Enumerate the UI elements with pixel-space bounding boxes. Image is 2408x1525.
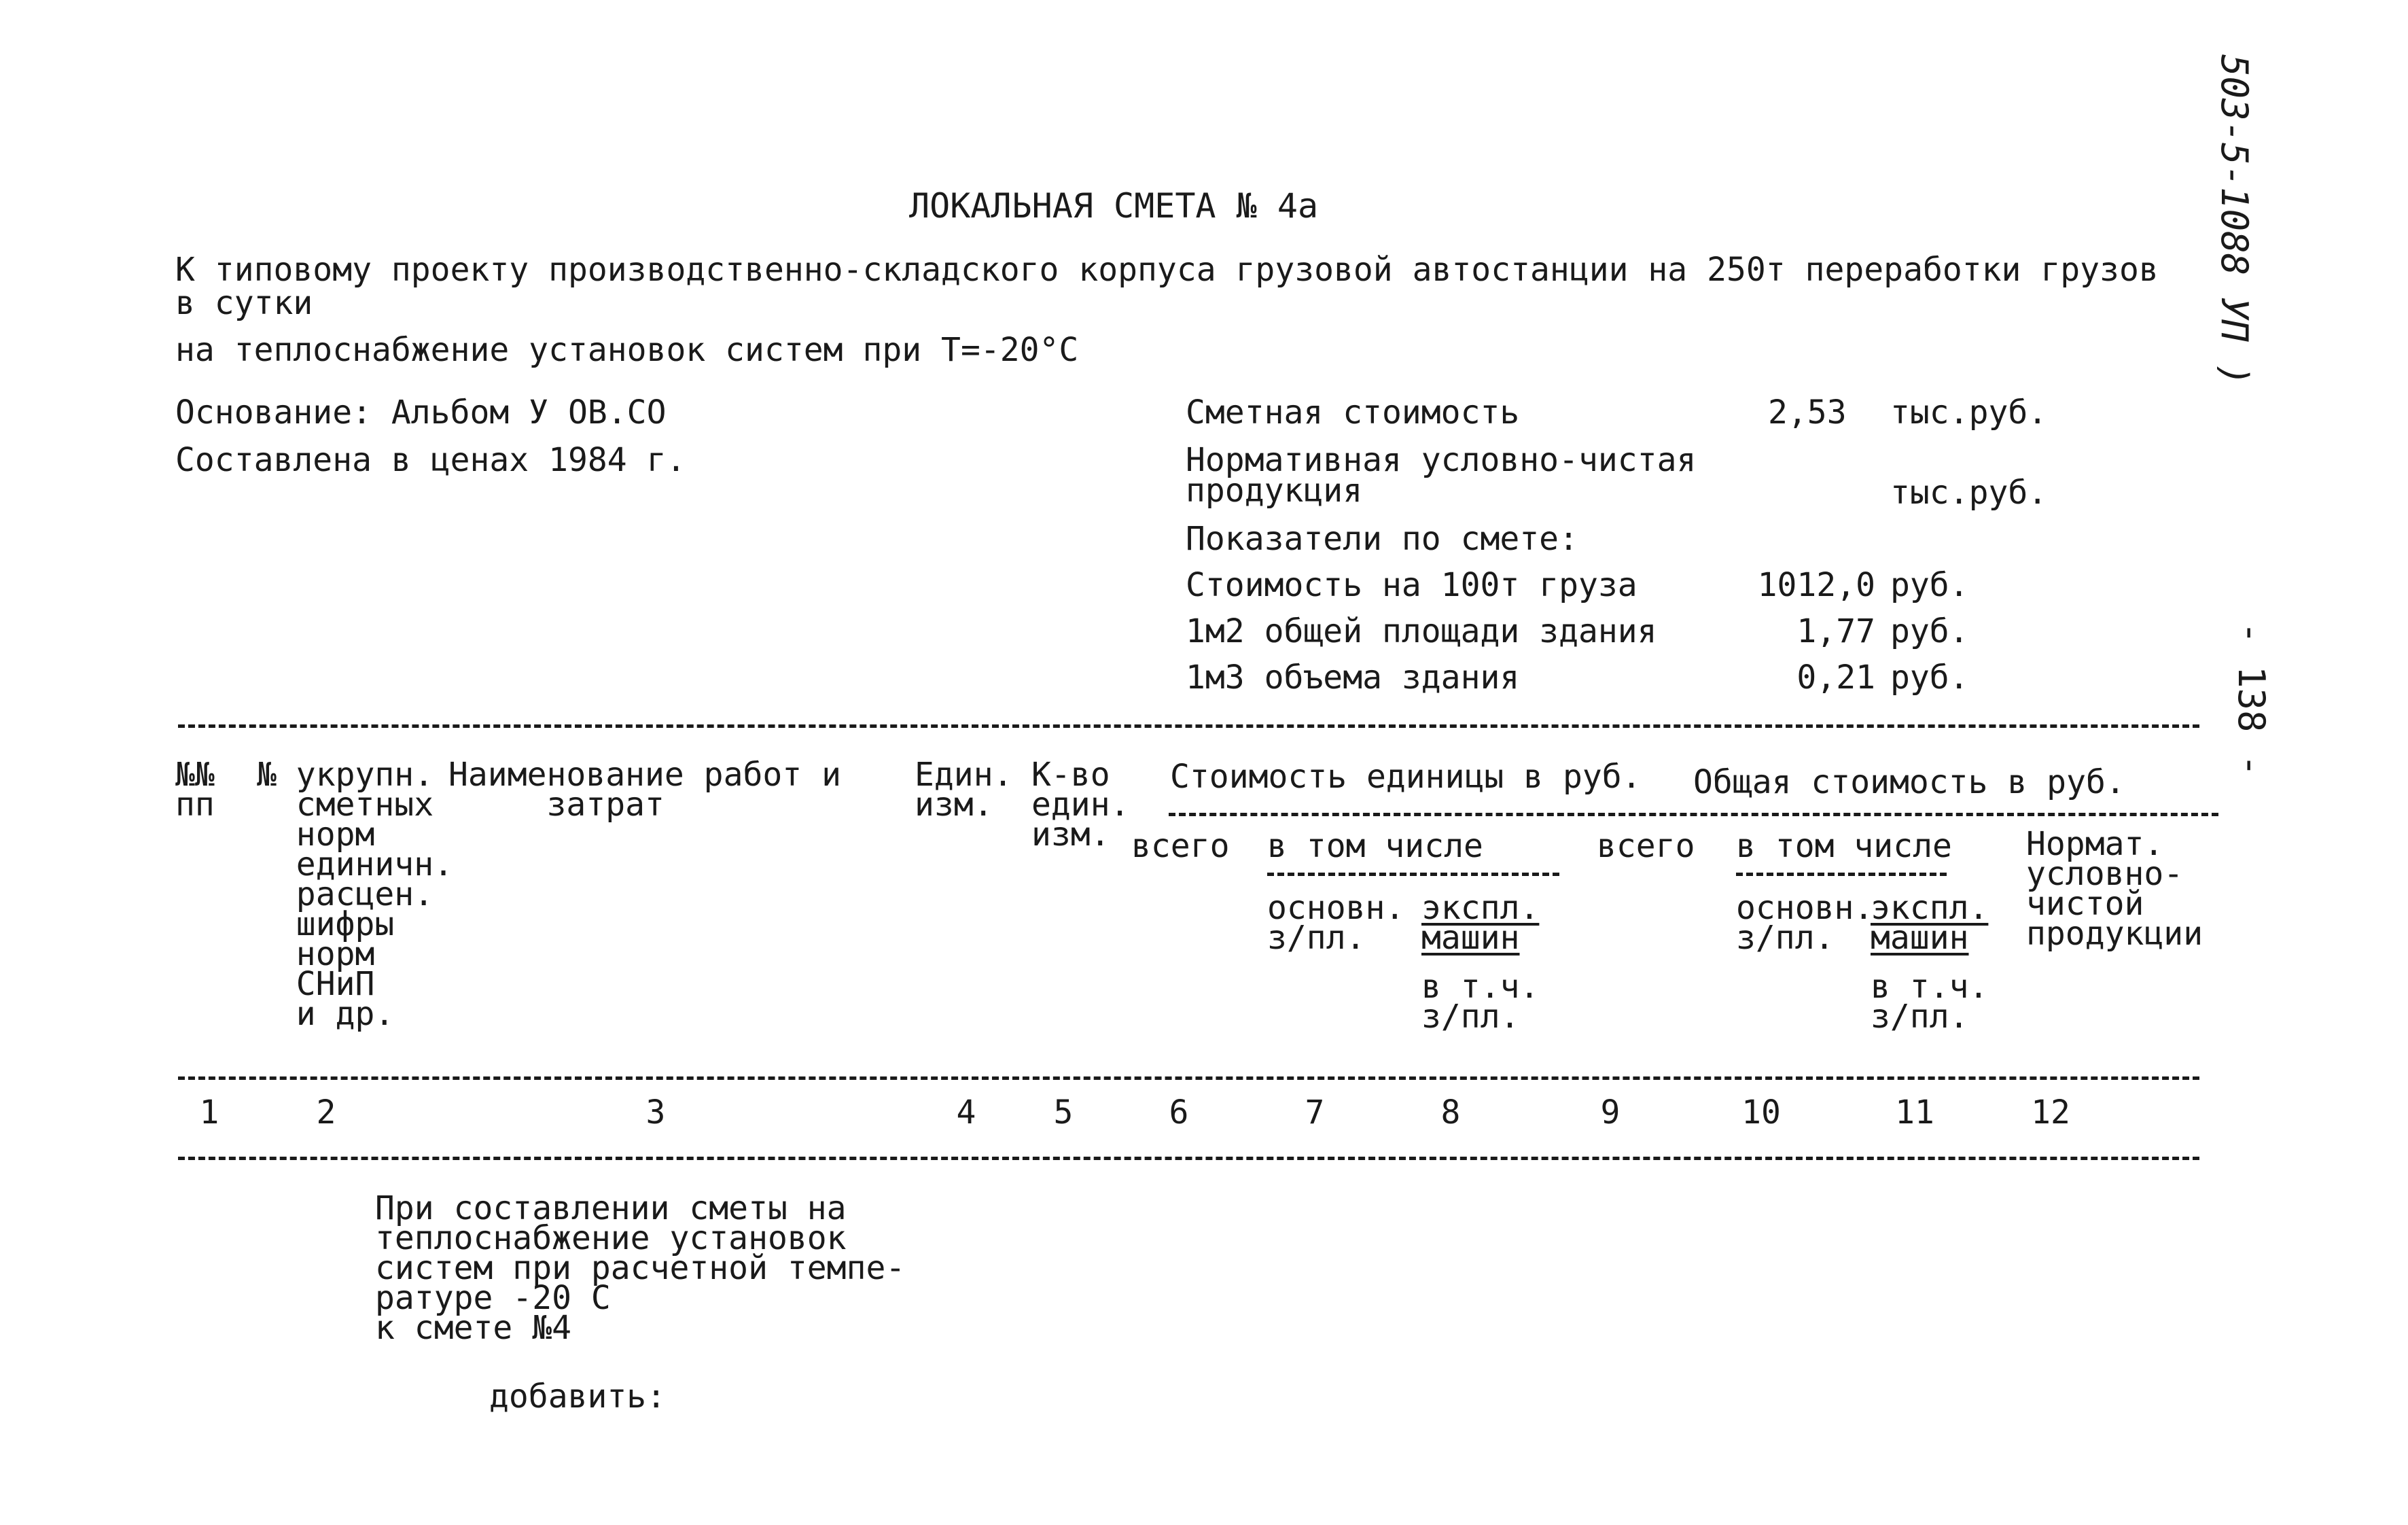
estimated-cost-value: 2,53 xyxy=(1768,393,1847,432)
indicator-value: 0,21 xyxy=(1796,659,1875,697)
unit-machine-label: машин xyxy=(1421,919,1520,957)
total-machine-header xyxy=(1871,889,1989,957)
purpose-unit: °С xyxy=(1039,331,1079,369)
unit-total-header: всего xyxy=(1131,827,1230,865)
document-code: 503-5-1088 УП ) xyxy=(2213,54,2256,386)
purpose-line xyxy=(175,333,1078,367)
column-number: 6 xyxy=(1169,1093,1189,1132)
total-machine-wage-header: в т.ч. з/пл. xyxy=(1871,968,1989,1036)
addition-note: При составлении сметы на теплоснабжение установок систем при расчетной темпе- ратуре -20 С к смете №4 xyxy=(375,1189,906,1347)
normative-product-header: Нормат. условно- чистой продукции xyxy=(2026,825,2203,953)
column-number: 8 xyxy=(1440,1093,1461,1132)
column-number: 12 xyxy=(2031,1093,2070,1132)
unit-machine-wage-header: в т.ч. з/пл. xyxy=(1421,968,1540,1036)
estimated-cost-unit: тыс.руб. xyxy=(1890,393,2048,432)
total-including-header: в том числе xyxy=(1736,827,1952,865)
indicator-label: 1м3 объема здания xyxy=(1186,659,1520,697)
total-machine-label: машин xyxy=(1871,919,1969,957)
column-number: 1 xyxy=(199,1093,219,1132)
purpose-text: на теплоснабжение установок систем при Т=-20 xyxy=(175,331,1040,369)
normative-label-2: продукция xyxy=(1186,472,1363,510)
column-number: 7 xyxy=(1305,1093,1325,1132)
indicator-label: 1м2 общей площади здания xyxy=(1186,612,1657,650)
unit-machine-expl: экспл. xyxy=(1421,889,1540,927)
column-number: 4 xyxy=(956,1093,976,1132)
normative-label-1: Нормативная условно-чистая xyxy=(1186,441,1697,479)
total-total-header: всего xyxy=(1597,827,1695,865)
page-number: - 138 - xyxy=(2230,622,2273,777)
total-subheader-rule xyxy=(1736,873,1947,876)
indicator-unit: руб. xyxy=(1890,566,1969,604)
project-line-2: в сутки xyxy=(175,284,313,322)
numbers-bottom-rule xyxy=(178,1157,2199,1160)
column-number: 9 xyxy=(1600,1093,1621,1132)
header-bottom-rule xyxy=(178,1076,2199,1080)
column-number: 10 xyxy=(1741,1093,1781,1132)
column-number: 2 xyxy=(316,1093,336,1132)
indicators-label: Показатели по смете: xyxy=(1186,520,1578,558)
unit-machine-header xyxy=(1421,889,1540,957)
col-4-header: Един. изм. xyxy=(915,756,1013,824)
indicator-unit: руб. xyxy=(1890,659,1969,697)
col-5-header: К-во един. изм. xyxy=(1031,756,1130,854)
total-main-wage-header: основн. з/пл. xyxy=(1736,889,1874,957)
unit-subheader-rule xyxy=(1267,873,1559,876)
column-number: 11 xyxy=(1895,1093,1934,1132)
indicator-value: 1012,0 xyxy=(1757,566,1875,604)
indicator-unit: руб. xyxy=(1890,612,1969,650)
basis: Основание: Альбом У ОВ.СО xyxy=(175,393,667,432)
unit-cost-header: Стоимость единицы в руб. xyxy=(1170,758,1642,796)
col-2-header: № укрупн. сметных норм единичн. расцен. шифры норм СНиП и др. xyxy=(257,756,453,1033)
col-1-header: №№ пп xyxy=(175,756,215,824)
indicator-label: Стоимость на 100т груза xyxy=(1186,566,1637,604)
unit-main-wage-header: основн. з/пл. xyxy=(1267,889,1405,957)
add-label: добавить: xyxy=(489,1378,667,1416)
prices-year: Составлена в ценах 1984 г. xyxy=(175,441,686,479)
table-top-rule xyxy=(178,724,2199,728)
col-3-header: Наименование работ и затрат xyxy=(448,756,841,824)
column-number: 3 xyxy=(645,1093,666,1132)
indicator-value: 1,77 xyxy=(1796,612,1875,650)
estimated-cost-label: Сметная стоимость xyxy=(1186,393,1520,432)
column-number: 5 xyxy=(1053,1093,1074,1132)
project-line-1: К типовому проекту производственно-складского корпуса грузовой автостанции на 250т переработки грузов xyxy=(175,251,2159,289)
total-cost-header: Общая стоимость в руб. xyxy=(1693,763,2125,801)
total-machine-expl: экспл. xyxy=(1871,889,1989,927)
unit-including-header: в том числе xyxy=(1267,827,1483,865)
normative-unit: тыс.руб. xyxy=(1890,474,2048,512)
document-title: ЛОКАЛЬНАЯ СМЕТА № 4а xyxy=(909,186,1319,226)
cost-header-rule xyxy=(1169,813,2218,816)
